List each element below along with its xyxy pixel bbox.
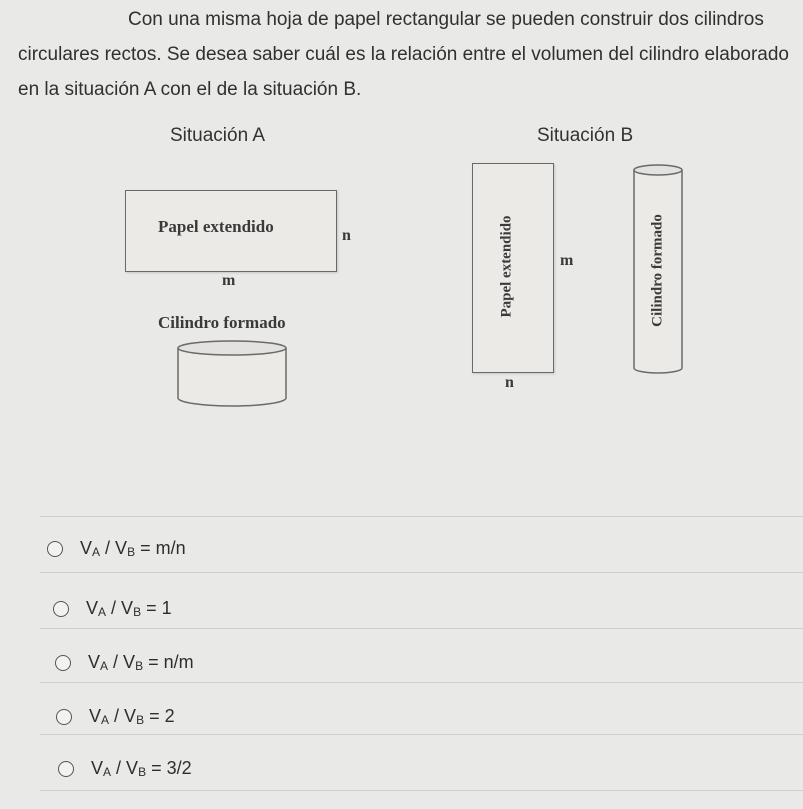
situation-a-title: Situación A [170,125,266,146]
option-divider [40,628,803,629]
situation-b-paper-label: Papel extendido [498,215,515,318]
option-divider [40,516,803,517]
situation-a-cylinder-label: Cilindro formado [158,313,286,332]
option-1-radio[interactable] [47,541,63,557]
question-text: Con una misma hoja de papel rectangular se pueden construir dos cilindros circulares rectos. Se desea saber cuál es la relación entre el volumen del cilindro elaborado en la situación A con el de la situación B. [18,9,789,100]
option-divider [40,682,803,683]
option-1-label: $V_A / V_B = m/n$ [80,538,186,559]
option-3-radio[interactable] [55,655,71,671]
option-4-radio[interactable] [56,709,72,725]
option-4[interactable] [56,706,175,727]
situation-a-side-label: n [342,227,351,244]
option-divider [40,734,803,735]
situation-a-bottom-label: m [222,272,236,289]
option-divider [40,790,803,791]
situation-b-title: Situación B [537,125,634,146]
option-5[interactable] [58,758,192,779]
option-4-label: $V_A / V_B = 2$ [89,706,175,727]
situation-b-cylinder-label: Cilindro formado [649,214,666,327]
situation-a-cylinder [176,340,288,408]
option-divider [40,572,803,573]
option-2-label: $V_A / V_B = 1$ [86,598,172,619]
option-3-label: $V_A / V_B = n/m$ [88,652,194,673]
option-2-radio[interactable] [53,601,69,617]
situation-a-paper-label: Papel extendido [158,217,274,236]
option-1[interactable] [47,538,186,559]
option-5-radio[interactable] [58,761,74,777]
option-2[interactable] [53,598,172,619]
option-3[interactable] [55,652,194,673]
situation-b-side-label: m [560,252,574,269]
option-5-label: $V_A / V_B = 3/2$ [91,758,192,779]
situation-b-bottom-label: n [505,374,514,391]
